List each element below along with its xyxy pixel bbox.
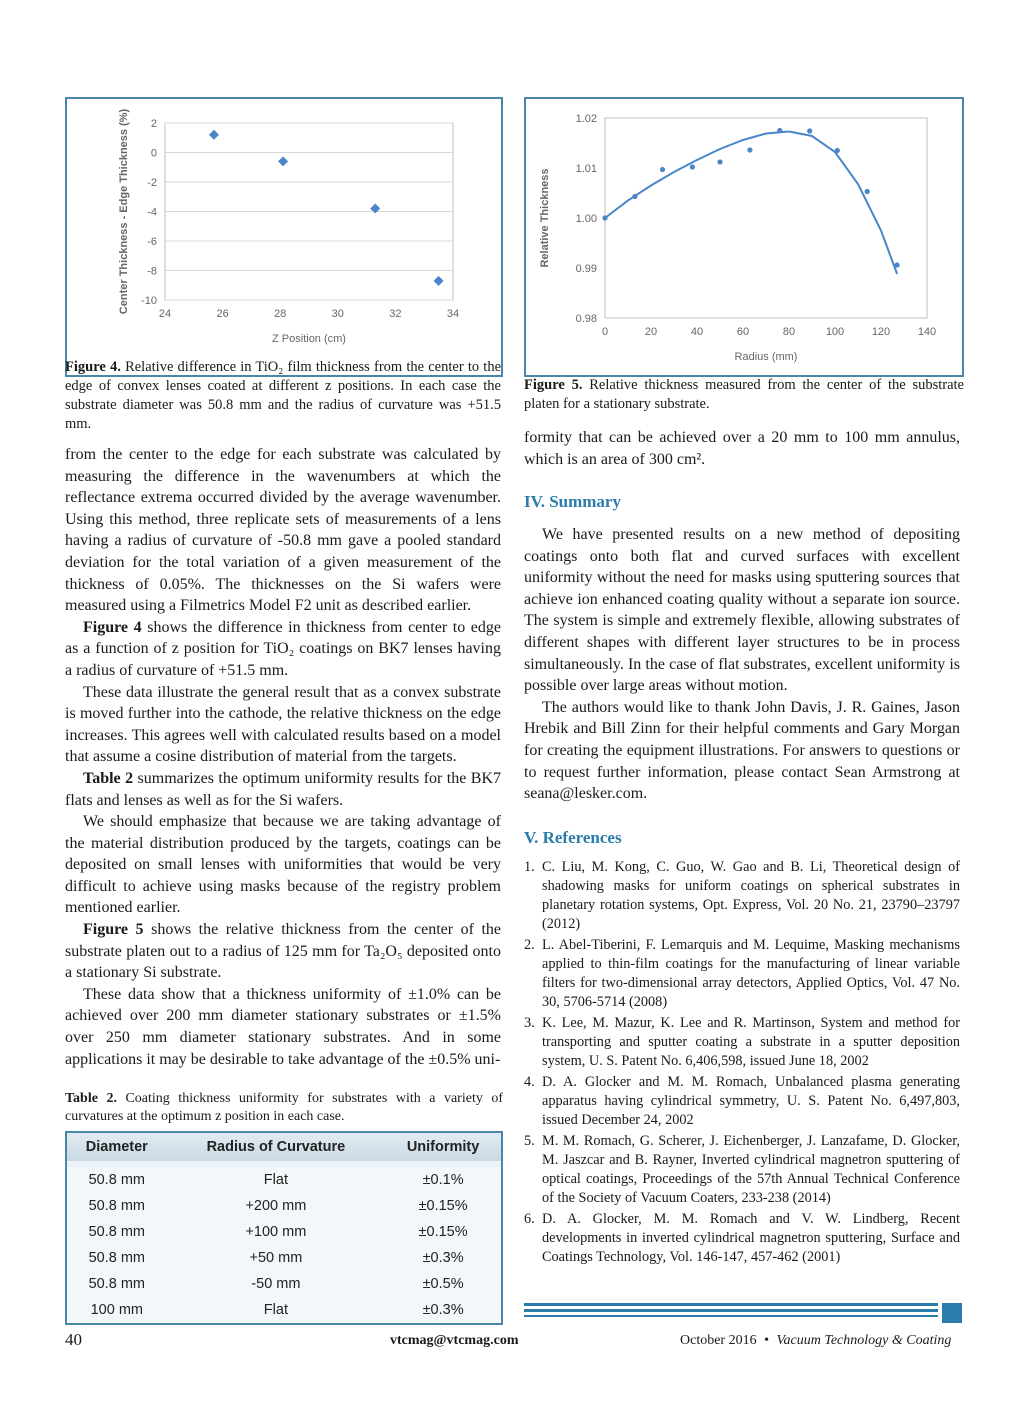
table-row: [67, 1297, 501, 1323]
references-heading: V. References: [524, 828, 622, 847]
x-axis-label: Radius (mm): [734, 351, 798, 363]
figure-5-caption-text: Relative thickness measured from the center of the substrate platen for a stationary substrate.: [524, 377, 964, 412]
data-point: [660, 167, 665, 172]
x-tick-label: 140: [917, 326, 937, 338]
reference-number: 4.: [524, 1074, 535, 1090]
data-point: [865, 189, 870, 194]
table-cell: 100 mm: [67, 1297, 167, 1323]
data-point: [777, 128, 782, 133]
paragraph: We have presented results on a new method of depositing coatings onto both flat and curved surfaces with excellent uniformity without the need for masks using sputtering sources that achieve ion enhanced coating quality without a separate ion source. The system is simple and extremely flexible, allowing substrates of different shapes with different layer structures to be in process simultaneously. In the case of flat substrates, excellent uniformity is possible over large areas without motion.: [524, 526, 960, 695]
summary-heading: IV. Summary: [524, 492, 621, 511]
figure-4-caption-label: Figure 4.: [65, 359, 121, 375]
x-tick-label: 80: [782, 326, 796, 338]
reference-item: [524, 1210, 960, 1267]
table-2: [67, 1133, 501, 1323]
paragraph: We should emphasize that because we are taking advantage of the material distribution produced by the targets, coatings can be deposited on small lenses with uniformities that would be very difficult to achieve using masks because of the registry problem mentioned earlier.: [65, 813, 501, 917]
footer-issue: [680, 1333, 951, 1349]
table-cell: 50.8 mm: [67, 1193, 167, 1219]
y-tick-label: 2: [150, 118, 157, 130]
table-row: [67, 1167, 501, 1193]
figure-5-caption: [524, 376, 964, 414]
data-point: [602, 215, 607, 220]
x-tick-label: 28: [274, 308, 287, 320]
issue-date: October 2016: [680, 1333, 757, 1348]
reference-text: K. Lee, M. Mazur, K. Lee and R. Martinson, System and method for transporting and sputter coating a substrate in a sputter deposition system, U. S. Patent No. 6,406,598, issued June 18, 2002: [542, 1015, 960, 1069]
table-cell: Flat: [167, 1297, 386, 1323]
paragraph: from the center to the edge for each substrate was calculated by measuring the difference in the wavenumbers at which the reflectance extrema occurred divided by the average wavenumber. Using this method, three replicate sets of measurements of a lens having a radius of curvature of -50.8 mm gave a pooled standard deviation for the total variation of a given measurement of the thickness of 0.05%. The thicknesses on the Si wafers were measured using a Filmetrics Model F2 unit as described earlier.: [65, 446, 501, 615]
summary-text: [524, 524, 960, 805]
table-row: [67, 1193, 501, 1219]
x-axis-label: Z Position (cm): [272, 333, 346, 345]
data-point: [835, 148, 840, 153]
x-tick-label: 26: [216, 308, 229, 320]
paragraph: [65, 919, 501, 984]
y-tick-label: 0.99: [575, 263, 597, 275]
y-axis-label: Relative Thickness: [539, 168, 551, 268]
reference-text: L. Abel-Tiberini, F. Lemarquis and M. Lequime, Masking mechanisms applied to thin-film coatings for the manufacturing of linear variable filters for two-dimensional array detectors, Applied Optics, Vol. 47 No. 30, 5706-5714 (2008): [542, 937, 960, 1010]
table-2-caption: [65, 1090, 503, 1126]
y-tick-label: 0.98: [575, 313, 597, 325]
paragraph-text: shows the relative thickness from the center of the substrate platen out to a radius of 125 mm for Ta₂O₅ deposited onto a stationary Si substrate.: [65, 921, 502, 982]
table-cell: ±0.15%: [385, 1219, 501, 1245]
left-column-text: [65, 444, 501, 1070]
paragraph: These data show that a thickness uniformity of ±1.0% can be achieved over 200 mm diameter stationary substrates or ±1.5% over 250 mm diameter stationary substrates. And in some applications it may be desirable to take advantage of the ±0.5% uni-: [65, 985, 501, 1068]
reference-text: C. Liu, M. Kong, C. Guo, W. Gao and B. Li, Theoretical design of shadowing masks for uniform coatings on spherical substrates in planetary rotation systems, Opt. Express, Vol. 20 No. 21, 23790–23797 (2012): [542, 859, 960, 932]
reference-number: 1.: [524, 859, 535, 875]
data-point: [747, 147, 752, 152]
end-rule: [524, 1303, 938, 1315]
reference-item: [524, 936, 960, 1012]
reference-item: [524, 1132, 960, 1208]
y-tick-label: 1.00: [575, 213, 597, 225]
data-point: [434, 276, 444, 286]
data-point: [717, 159, 722, 164]
y-tick-label: 1.01: [575, 163, 597, 175]
table-2-frame: [65, 1131, 503, 1325]
y-tick-label: -2: [147, 177, 157, 189]
paragraph: [65, 617, 501, 682]
x-tick-label: 40: [690, 326, 704, 338]
reference-number: 2.: [524, 937, 535, 953]
table-row: [67, 1245, 501, 1271]
data-point: [632, 194, 637, 199]
table-cell: -50 mm: [167, 1271, 386, 1297]
figure-4-chart: [67, 99, 501, 355]
data-point: [895, 262, 900, 267]
table-2-caption-text: Coating thickness uniformity for substrates with a variety of curvatures at the optimum z position in each case.: [65, 1091, 503, 1124]
table-cell: 50.8 mm: [67, 1167, 167, 1193]
reference-number: 5.: [524, 1133, 535, 1149]
plot-area: [605, 118, 927, 318]
x-tick-label: 30: [331, 308, 344, 320]
table-cell: +200 mm: [167, 1193, 386, 1219]
x-tick-label: 34: [446, 308, 460, 320]
paragraph-text: summarizes the optimum uniformity results for the BK7 flats and lenses as well as for the Si wafers.: [65, 769, 502, 809]
figure-5-reference: Figure 5: [83, 921, 144, 939]
data-point: [209, 130, 219, 140]
table-row: [67, 1271, 501, 1297]
x-tick-label: 100: [825, 326, 845, 338]
x-tick-label: 0: [601, 326, 609, 338]
figure-4-frame: [65, 97, 503, 377]
paragraph: formity that can be achieved over a 20 mm to 100 mm annulus, which is an area of 300 cm².: [524, 429, 960, 468]
table-cell: +100 mm: [167, 1219, 386, 1245]
table-cell: ±0.3%: [385, 1245, 501, 1271]
table-cell: 50.8 mm: [67, 1245, 167, 1271]
magazine-name: Vacuum Technology & Coating: [776, 1333, 952, 1348]
y-tick-label: -6: [147, 236, 157, 248]
table-cell: ±0.1%: [385, 1167, 501, 1193]
table-2-caption-label: Table 2.: [65, 1091, 117, 1106]
page-number: 40: [65, 1330, 82, 1349]
y-tick-label: 1.02: [575, 113, 597, 125]
reference-number: 3.: [524, 1015, 535, 1031]
table-cell: +50 mm: [167, 1245, 386, 1271]
reference-text: D. A. Glocker and M. M. Romach, Unbalanced plasma generating apparatus having cylindrical symmetry, U. S. Patent No. 6,497,803, issued December 24, 2002: [542, 1074, 960, 1128]
paragraph-text: shows the difference in thickness from center to edge as a function of z position for TiO₂ coatings on BK7 lenses having a radius of curvature of +51.5 mm.: [65, 618, 502, 679]
table-cell: Flat: [167, 1167, 386, 1193]
x-tick-label: 24: [158, 308, 172, 320]
y-tick-label: -8: [147, 265, 157, 278]
x-tick-label: 32: [389, 308, 402, 320]
column-header-radius: Radius of Curvature: [167, 1133, 386, 1161]
reference-text: M. M. Romach, G. Scherer, J. Eichenberger, J. Lanzafame, D. Glocker, M. Jaszcar and B. Rayner, Inverted cylindrical magnetron sputtering of optical coatings, Proceedings of the 57th Annual Technical Conference of the Society of Vacuum Coaters, 233-238 (2014): [542, 1133, 960, 1206]
paragraph: The authors would like to thank John Davis, J. R. Gaines, Jason Hrebik and Bill Zinn for their helpful comments and Gary Morgan for creating the equipment illustrations. For answers to questions or to request further information, please contact Sean Armstrong at seana@lesker.com.: [524, 698, 960, 803]
figure-4-reference: Figure 4: [83, 618, 142, 636]
end-square-icon: [942, 1303, 962, 1323]
y-axis-label: Center Thickness - Edge Thickness (%): [118, 108, 130, 315]
table-cell: ±0.5%: [385, 1271, 501, 1297]
figure-4-caption: [65, 358, 501, 434]
table-header-row: [67, 1133, 501, 1161]
right-column-continuation: [524, 427, 960, 470]
reference-text: D. A. Glocker, M. M. Romach and V. W. Lindberg, Recent developments in inverted cylindrical magnetron sputtering, Surface and Coatings Technology, Vol. 146-147, 457-462 (2001): [542, 1211, 960, 1265]
series-line-model: [605, 132, 897, 275]
reference-number: 6.: [524, 1211, 535, 1227]
table-2-reference: Table 2: [83, 769, 134, 787]
figure-5-chart: [526, 99, 962, 375]
y-tick-label: 0: [150, 147, 157, 160]
reference-item: [524, 1014, 960, 1071]
x-tick-label: 60: [736, 326, 750, 338]
y-tick-label: -4: [147, 206, 157, 219]
figure-4-caption-text: Relative difference in TiO₂ film thickness from the center to the edge of convex lenses coated at different z positions. In each case the substrate diameter was 50.8 mm and the radius of curvature was +51.5 mm.: [65, 359, 502, 432]
footer-bullet: •: [764, 1333, 769, 1348]
footer-email: vtcmag@vtcmag.com: [390, 1333, 519, 1348]
column-header-diameter: Diameter: [67, 1133, 167, 1161]
data-point: [807, 128, 812, 133]
table-cell: ±0.15%: [385, 1193, 501, 1219]
paragraph: [65, 768, 501, 811]
data-point: [690, 164, 695, 169]
figure-5-caption-label: Figure 5.: [524, 377, 583, 393]
data-point: [370, 204, 380, 214]
table-cell: ±0.3%: [385, 1297, 501, 1323]
x-tick-label: 120: [871, 326, 891, 338]
reference-item: [524, 858, 960, 934]
data-point: [278, 156, 288, 166]
column-header-uniformity: Uniformity: [385, 1133, 501, 1161]
references-list: [524, 858, 960, 1269]
y-tick-label: -10: [141, 295, 157, 307]
x-tick-label: 20: [644, 326, 658, 338]
table-row: [67, 1219, 501, 1245]
paragraph: These data illustrate the general result that as a convex substrate is moved further into the cathode, the relative thickness on the edge increases. This agrees well with calculated results based on a model that assume a cosine distribution of material from the targets.: [65, 683, 501, 766]
table-cell: 50.8 mm: [67, 1219, 167, 1245]
figure-5-frame: [524, 97, 964, 377]
table-cell: 50.8 mm: [67, 1271, 167, 1297]
reference-item: [524, 1073, 960, 1130]
